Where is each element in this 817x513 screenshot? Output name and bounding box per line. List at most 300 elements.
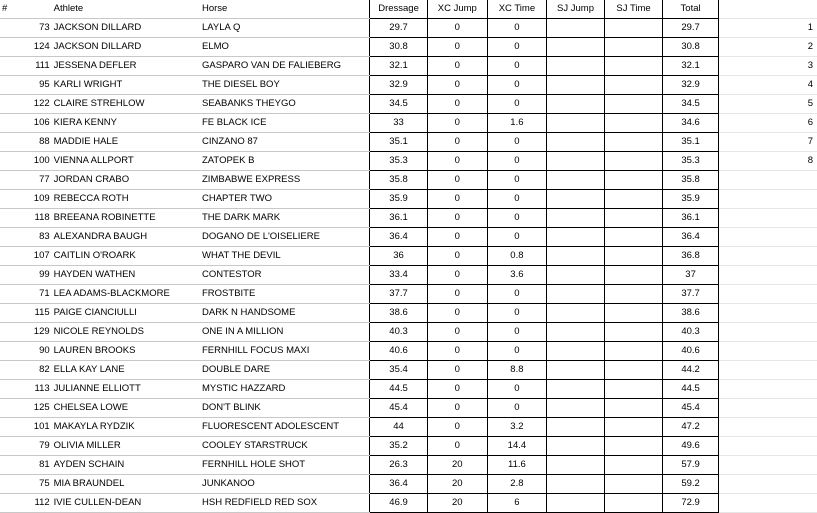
cell-dressage[interactable]: 35.4 bbox=[370, 361, 428, 380]
cell-spacer[interactable] bbox=[719, 380, 769, 399]
cell-xc-jump[interactable]: 0 bbox=[427, 361, 487, 380]
cell-dressage[interactable]: 26.3 bbox=[370, 456, 428, 475]
cell-athlete[interactable]: ALEXANDRA BAUGH bbox=[52, 228, 200, 247]
cell-sj-jump[interactable] bbox=[547, 171, 605, 190]
cell-athlete[interactable]: NICOLE REYNOLDS bbox=[52, 323, 200, 342]
cell-xc-time[interactable]: 6 bbox=[487, 494, 546, 513]
cell-dressage[interactable]: 46.9 bbox=[370, 494, 428, 513]
cell-dressage[interactable]: 35.2 bbox=[370, 437, 428, 456]
header-athlete[interactable]: Athlete bbox=[52, 0, 200, 19]
cell-horse[interactable]: DOUBLE DARE bbox=[200, 361, 370, 380]
cell-spacer[interactable] bbox=[719, 437, 769, 456]
cell-total[interactable]: 36.4 bbox=[663, 228, 719, 247]
cell-sj-time[interactable] bbox=[604, 19, 662, 38]
header-total[interactable]: Total bbox=[663, 0, 719, 19]
header-dressage[interactable]: Dressage bbox=[370, 0, 428, 19]
cell-sj-time[interactable] bbox=[604, 380, 662, 399]
table-row bbox=[0, 418, 817, 437]
cell-total[interactable]: 35.1 bbox=[663, 133, 719, 152]
cell-sj-time[interactable] bbox=[604, 171, 662, 190]
cell-sj-jump[interactable] bbox=[547, 190, 605, 209]
cell-sj-time[interactable] bbox=[604, 418, 662, 437]
cell-sj-time[interactable] bbox=[604, 190, 662, 209]
cell-xc-time[interactable]: 0 bbox=[487, 285, 546, 304]
cell-athlete[interactable]: MIA BRAUNDEL bbox=[52, 475, 200, 494]
cell-dressage[interactable]: 33.4 bbox=[370, 266, 428, 285]
cell-xc-time[interactable]: 0 bbox=[487, 342, 546, 361]
cell-place[interactable] bbox=[768, 342, 817, 361]
cell-total[interactable]: 35.9 bbox=[663, 190, 719, 209]
cell-sj-time[interactable] bbox=[604, 399, 662, 418]
cell-spacer[interactable] bbox=[719, 209, 769, 228]
cell-spacer[interactable] bbox=[719, 399, 769, 418]
cell-spacer[interactable] bbox=[719, 304, 769, 323]
cell-sj-time[interactable] bbox=[604, 228, 662, 247]
cell-xc-time[interactable]: 0 bbox=[487, 133, 546, 152]
cell-num[interactable]: 77 bbox=[0, 171, 52, 190]
cell-spacer[interactable] bbox=[719, 342, 769, 361]
cell-num[interactable]: 75 bbox=[0, 475, 52, 494]
cell-place[interactable] bbox=[768, 418, 817, 437]
cell-horse[interactable]: DON'T BLINK bbox=[200, 399, 370, 418]
cell-xc-jump[interactable]: 0 bbox=[427, 57, 487, 76]
cell-total[interactable]: 30.8 bbox=[663, 38, 719, 57]
cell-xc-time[interactable]: 14.4 bbox=[487, 437, 546, 456]
cell-place[interactable]: 3 bbox=[768, 57, 817, 76]
cell-sj-time[interactable] bbox=[604, 38, 662, 57]
cell-horse[interactable]: HSH REDFIELD RED SOX bbox=[200, 494, 370, 513]
cell-num[interactable]: 81 bbox=[0, 456, 52, 475]
cell-num[interactable]: 88 bbox=[0, 133, 52, 152]
cell-dressage[interactable]: 36 bbox=[370, 247, 428, 266]
cell-sj-jump[interactable] bbox=[547, 19, 605, 38]
cell-place[interactable] bbox=[768, 380, 817, 399]
cell-athlete[interactable]: MADDIE HALE bbox=[52, 133, 200, 152]
cell-horse[interactable]: THE DIESEL BOY bbox=[200, 76, 370, 95]
cell-horse[interactable]: FROSTBITE bbox=[200, 285, 370, 304]
cell-xc-jump[interactable]: 0 bbox=[427, 418, 487, 437]
cell-sj-jump[interactable] bbox=[547, 95, 605, 114]
cell-xc-time[interactable]: 0 bbox=[487, 228, 546, 247]
cell-xc-jump[interactable]: 0 bbox=[427, 38, 487, 57]
cell-dressage[interactable]: 36.4 bbox=[370, 228, 428, 247]
cell-num[interactable]: 90 bbox=[0, 342, 52, 361]
cell-total[interactable]: 34.6 bbox=[663, 114, 719, 133]
cell-horse[interactable]: FERNHILL HOLE SHOT bbox=[200, 456, 370, 475]
cell-place[interactable]: 6 bbox=[768, 114, 817, 133]
cell-athlete[interactable]: REBECCA ROTH bbox=[52, 190, 200, 209]
cell-horse[interactable]: FERNHILL FOCUS MAXI bbox=[200, 342, 370, 361]
cell-place[interactable] bbox=[768, 494, 817, 513]
cell-dressage[interactable]: 38.6 bbox=[370, 304, 428, 323]
cell-sj-jump[interactable] bbox=[547, 152, 605, 171]
cell-place[interactable]: 1 bbox=[768, 19, 817, 38]
cell-total[interactable]: 35.3 bbox=[663, 152, 719, 171]
cell-xc-jump[interactable]: 0 bbox=[427, 209, 487, 228]
cell-sj-jump[interactable] bbox=[547, 342, 605, 361]
cell-total[interactable]: 59.2 bbox=[663, 475, 719, 494]
cell-sj-time[interactable] bbox=[604, 456, 662, 475]
cell-athlete[interactable]: JACKSON DILLARD bbox=[52, 38, 200, 57]
cell-spacer[interactable] bbox=[719, 190, 769, 209]
cell-xc-jump[interactable]: 0 bbox=[427, 171, 487, 190]
cell-dressage[interactable]: 35.3 bbox=[370, 152, 428, 171]
cell-num[interactable]: 109 bbox=[0, 190, 52, 209]
cell-place[interactable] bbox=[768, 361, 817, 380]
cell-athlete[interactable]: JORDAN CRABO bbox=[52, 171, 200, 190]
cell-sj-jump[interactable] bbox=[547, 380, 605, 399]
cell-place[interactable] bbox=[768, 323, 817, 342]
cell-total[interactable]: 49.6 bbox=[663, 437, 719, 456]
table-row bbox=[0, 19, 817, 38]
cell-horse[interactable]: THE DARK MARK bbox=[200, 209, 370, 228]
cell-total[interactable]: 44.5 bbox=[663, 380, 719, 399]
cell-sj-jump[interactable] bbox=[547, 247, 605, 266]
cell-sj-time[interactable] bbox=[604, 209, 662, 228]
cell-spacer[interactable] bbox=[719, 228, 769, 247]
cell-xc-time[interactable]: 0 bbox=[487, 152, 546, 171]
cell-spacer[interactable] bbox=[719, 171, 769, 190]
cell-xc-jump[interactable]: 0 bbox=[427, 133, 487, 152]
cell-spacer[interactable] bbox=[719, 456, 769, 475]
cell-sj-time[interactable] bbox=[604, 76, 662, 95]
cell-xc-jump[interactable]: 0 bbox=[427, 190, 487, 209]
cell-total[interactable]: 29.7 bbox=[663, 19, 719, 38]
cell-num[interactable]: 100 bbox=[0, 152, 52, 171]
header-xc-jump[interactable]: XC Jump bbox=[427, 0, 487, 19]
cell-dressage[interactable]: 45.4 bbox=[370, 399, 428, 418]
cell-spacer[interactable] bbox=[719, 76, 769, 95]
cell-sj-jump[interactable] bbox=[547, 494, 605, 513]
cell-dressage[interactable]: 29.7 bbox=[370, 19, 428, 38]
cell-athlete[interactable]: OLIVIA MILLER bbox=[52, 437, 200, 456]
cell-num[interactable]: 112 bbox=[0, 494, 52, 513]
cell-sj-jump[interactable] bbox=[547, 437, 605, 456]
cell-dressage[interactable]: 40.6 bbox=[370, 342, 428, 361]
cell-sj-jump[interactable] bbox=[547, 456, 605, 475]
header-place[interactable] bbox=[768, 0, 817, 19]
cell-horse[interactable]: LAYLA Q bbox=[200, 19, 370, 38]
cell-xc-time[interactable]: 0 bbox=[487, 380, 546, 399]
cell-horse[interactable]: CONTESTOR bbox=[200, 266, 370, 285]
cell-sj-time[interactable] bbox=[604, 247, 662, 266]
cell-num[interactable]: 83 bbox=[0, 228, 52, 247]
cell-athlete[interactable]: ELLA KAY LANE bbox=[52, 361, 200, 380]
cell-place[interactable]: 7 bbox=[768, 133, 817, 152]
cell-athlete[interactable]: KIERA KENNY bbox=[52, 114, 200, 133]
cell-spacer[interactable] bbox=[719, 418, 769, 437]
cell-horse[interactable]: CHAPTER TWO bbox=[200, 190, 370, 209]
cell-total[interactable]: 45.4 bbox=[663, 399, 719, 418]
cell-sj-time[interactable] bbox=[604, 266, 662, 285]
cell-spacer[interactable] bbox=[719, 494, 769, 513]
cell-xc-jump[interactable]: 0 bbox=[427, 380, 487, 399]
cell-xc-jump[interactable]: 20 bbox=[427, 475, 487, 494]
cell-athlete[interactable]: CLAIRE STREHLOW bbox=[52, 95, 200, 114]
cell-place[interactable] bbox=[768, 228, 817, 247]
cell-athlete[interactable]: CAITLIN O'ROARK bbox=[52, 247, 200, 266]
cell-total[interactable]: 38.6 bbox=[663, 304, 719, 323]
cell-num[interactable]: 125 bbox=[0, 399, 52, 418]
header-horse[interactable]: Horse bbox=[200, 0, 370, 19]
cell-place[interactable] bbox=[768, 247, 817, 266]
cell-place[interactable]: 5 bbox=[768, 95, 817, 114]
cell-num[interactable]: 124 bbox=[0, 38, 52, 57]
cell-place[interactable]: 2 bbox=[768, 38, 817, 57]
cell-sj-time[interactable] bbox=[604, 437, 662, 456]
cell-sj-time[interactable] bbox=[604, 133, 662, 152]
cell-xc-jump[interactable]: 0 bbox=[427, 304, 487, 323]
cell-horse[interactable]: WHAT THE DEVIL bbox=[200, 247, 370, 266]
cell-athlete[interactable]: LEA ADAMS-BLACKMORE bbox=[52, 285, 200, 304]
cell-xc-jump[interactable]: 20 bbox=[427, 456, 487, 475]
cell-num[interactable]: 82 bbox=[0, 361, 52, 380]
cell-dressage[interactable]: 35.8 bbox=[370, 171, 428, 190]
cell-athlete[interactable]: BREEANA ROBINETTE bbox=[52, 209, 200, 228]
cell-dressage[interactable]: 35.9 bbox=[370, 190, 428, 209]
cell-sj-jump[interactable] bbox=[547, 38, 605, 57]
cell-horse[interactable]: ZATOPEK B bbox=[200, 152, 370, 171]
cell-num[interactable]: 71 bbox=[0, 285, 52, 304]
cell-num[interactable]: 115 bbox=[0, 304, 52, 323]
cell-xc-jump[interactable]: 0 bbox=[427, 76, 487, 95]
cell-total[interactable]: 47.2 bbox=[663, 418, 719, 437]
cell-num[interactable]: 99 bbox=[0, 266, 52, 285]
cell-dressage[interactable]: 44.5 bbox=[370, 380, 428, 399]
cell-sj-jump[interactable] bbox=[547, 209, 605, 228]
cell-total[interactable]: 36.8 bbox=[663, 247, 719, 266]
cell-num[interactable]: 118 bbox=[0, 209, 52, 228]
cell-sj-time[interactable] bbox=[604, 304, 662, 323]
cell-horse[interactable]: FE BLACK ICE bbox=[200, 114, 370, 133]
cell-xc-time[interactable]: 8.8 bbox=[487, 361, 546, 380]
cell-sj-jump[interactable] bbox=[547, 57, 605, 76]
cell-sj-jump[interactable] bbox=[547, 133, 605, 152]
cell-total[interactable]: 32.1 bbox=[663, 57, 719, 76]
cell-dressage[interactable]: 34.5 bbox=[370, 95, 428, 114]
cell-sj-jump[interactable] bbox=[547, 76, 605, 95]
cell-spacer[interactable] bbox=[719, 285, 769, 304]
cell-xc-jump[interactable]: 0 bbox=[427, 247, 487, 266]
cell-athlete[interactable]: LAUREN BROOKS bbox=[52, 342, 200, 361]
cell-xc-jump[interactable]: 0 bbox=[427, 19, 487, 38]
cell-spacer[interactable] bbox=[719, 247, 769, 266]
cell-dressage[interactable]: 37.7 bbox=[370, 285, 428, 304]
cell-xc-time[interactable]: 3.6 bbox=[487, 266, 546, 285]
header-num[interactable]: # bbox=[0, 0, 52, 19]
cell-spacer[interactable] bbox=[719, 57, 769, 76]
cell-horse[interactable]: SEABANKS THEYGO bbox=[200, 95, 370, 114]
cell-total[interactable]: 35.8 bbox=[663, 171, 719, 190]
cell-total[interactable]: 36.1 bbox=[663, 209, 719, 228]
cell-athlete[interactable]: JULIANNE ELLIOTT bbox=[52, 380, 200, 399]
cell-sj-jump[interactable] bbox=[547, 304, 605, 323]
cell-total[interactable]: 37 bbox=[663, 266, 719, 285]
cell-xc-jump[interactable]: 0 bbox=[427, 323, 487, 342]
cell-horse[interactable]: FLUORESCENT ADOLESCENT bbox=[200, 418, 370, 437]
cell-sj-jump[interactable] bbox=[547, 361, 605, 380]
cell-spacer[interactable] bbox=[719, 266, 769, 285]
cell-xc-time[interactable]: 1.6 bbox=[487, 114, 546, 133]
cell-dressage[interactable]: 35.1 bbox=[370, 133, 428, 152]
cell-spacer[interactable] bbox=[719, 95, 769, 114]
cell-sj-time[interactable] bbox=[604, 494, 662, 513]
cell-sj-jump[interactable] bbox=[547, 114, 605, 133]
cell-spacer[interactable] bbox=[719, 361, 769, 380]
cell-num[interactable]: 73 bbox=[0, 19, 52, 38]
cell-horse[interactable]: CINZANO 87 bbox=[200, 133, 370, 152]
cell-dressage[interactable]: 30.8 bbox=[370, 38, 428, 57]
cell-sj-time[interactable] bbox=[604, 342, 662, 361]
table-row bbox=[0, 152, 817, 171]
cell-place[interactable] bbox=[768, 171, 817, 190]
cell-xc-time[interactable]: 2.8 bbox=[487, 475, 546, 494]
cell-athlete[interactable]: IVIE CULLEN-DEAN bbox=[52, 494, 200, 513]
cell-xc-time[interactable]: 0 bbox=[487, 38, 546, 57]
cell-num[interactable]: 129 bbox=[0, 323, 52, 342]
cell-spacer[interactable] bbox=[719, 38, 769, 57]
cell-num[interactable]: 95 bbox=[0, 76, 52, 95]
cell-sj-jump[interactable] bbox=[547, 399, 605, 418]
cell-sj-jump[interactable] bbox=[547, 323, 605, 342]
header-spacer[interactable] bbox=[719, 0, 769, 19]
cell-xc-jump[interactable]: 20 bbox=[427, 494, 487, 513]
cell-place[interactable] bbox=[768, 209, 817, 228]
cell-sj-time[interactable] bbox=[604, 95, 662, 114]
cell-horse[interactable]: JUNKANOO bbox=[200, 475, 370, 494]
header-sj-time[interactable]: SJ Time bbox=[604, 0, 662, 19]
cell-spacer[interactable] bbox=[719, 152, 769, 171]
cell-sj-time[interactable] bbox=[604, 114, 662, 133]
cell-athlete[interactable]: CHELSEA LOWE bbox=[52, 399, 200, 418]
cell-place[interactable] bbox=[768, 190, 817, 209]
cell-horse[interactable]: DARK N HANDSOME bbox=[200, 304, 370, 323]
cell-place[interactable] bbox=[768, 266, 817, 285]
cell-athlete[interactable]: JACKSON DILLARD bbox=[52, 19, 200, 38]
cell-xc-jump[interactable]: 0 bbox=[427, 285, 487, 304]
cell-athlete[interactable]: VIENNA ALLPORT bbox=[52, 152, 200, 171]
cell-xc-time[interactable]: 0 bbox=[487, 57, 546, 76]
cell-xc-time[interactable]: 11.6 bbox=[487, 456, 546, 475]
cell-place[interactable]: 8 bbox=[768, 152, 817, 171]
cell-sj-time[interactable] bbox=[604, 285, 662, 304]
cell-xc-time[interactable]: 0 bbox=[487, 304, 546, 323]
cell-spacer[interactable] bbox=[719, 133, 769, 152]
cell-athlete[interactable]: JESSENA DEFLER bbox=[52, 57, 200, 76]
cell-total[interactable]: 72.9 bbox=[663, 494, 719, 513]
cell-num[interactable]: 107 bbox=[0, 247, 52, 266]
cell-xc-time[interactable]: 0.8 bbox=[487, 247, 546, 266]
cell-xc-jump[interactable]: 0 bbox=[427, 437, 487, 456]
cell-sj-jump[interactable] bbox=[547, 266, 605, 285]
cell-xc-time[interactable]: 3.2 bbox=[487, 418, 546, 437]
cell-xc-time[interactable]: 0 bbox=[487, 95, 546, 114]
cell-dressage[interactable]: 32.9 bbox=[370, 76, 428, 95]
cell-xc-jump[interactable]: 0 bbox=[427, 399, 487, 418]
cell-xc-jump[interactable]: 0 bbox=[427, 266, 487, 285]
cell-sj-jump[interactable] bbox=[547, 418, 605, 437]
cell-num[interactable]: 111 bbox=[0, 57, 52, 76]
cell-sj-time[interactable] bbox=[604, 475, 662, 494]
cell-total[interactable]: 44.2 bbox=[663, 361, 719, 380]
cell-xc-jump[interactable]: 0 bbox=[427, 114, 487, 133]
cell-xc-jump[interactable]: 0 bbox=[427, 228, 487, 247]
cell-xc-time[interactable]: 0 bbox=[487, 209, 546, 228]
cell-total[interactable]: 32.9 bbox=[663, 76, 719, 95]
cell-total[interactable]: 34.5 bbox=[663, 95, 719, 114]
cell-dressage[interactable]: 33 bbox=[370, 114, 428, 133]
cell-total[interactable]: 40.3 bbox=[663, 323, 719, 342]
cell-horse[interactable]: COOLEY STARSTRUCK bbox=[200, 437, 370, 456]
header-xc-time[interactable]: XC Time bbox=[487, 0, 546, 19]
cell-spacer[interactable] bbox=[719, 323, 769, 342]
cell-xc-time[interactable]: 0 bbox=[487, 323, 546, 342]
cell-total[interactable]: 57.9 bbox=[663, 456, 719, 475]
cell-xc-time[interactable]: 0 bbox=[487, 19, 546, 38]
cell-dressage[interactable]: 32.1 bbox=[370, 57, 428, 76]
cell-xc-jump[interactable]: 0 bbox=[427, 95, 487, 114]
cell-xc-jump[interactable]: 0 bbox=[427, 152, 487, 171]
cell-place[interactable] bbox=[768, 456, 817, 475]
cell-dressage[interactable]: 40.3 bbox=[370, 323, 428, 342]
cell-spacer[interactable] bbox=[719, 475, 769, 494]
cell-sj-time[interactable] bbox=[604, 57, 662, 76]
cell-athlete[interactable]: MAKAYLA RYDZIK bbox=[52, 418, 200, 437]
cell-place[interactable] bbox=[768, 437, 817, 456]
header-sj-jump[interactable]: SJ Jump bbox=[547, 0, 605, 19]
cell-sj-time[interactable] bbox=[604, 152, 662, 171]
cell-xc-jump[interactable]: 0 bbox=[427, 342, 487, 361]
cell-spacer[interactable] bbox=[719, 114, 769, 133]
cell-sj-jump[interactable] bbox=[547, 475, 605, 494]
cell-sj-jump[interactable] bbox=[547, 228, 605, 247]
cell-xc-time[interactable]: 0 bbox=[487, 190, 546, 209]
cell-place[interactable] bbox=[768, 304, 817, 323]
cell-dressage[interactable]: 36.1 bbox=[370, 209, 428, 228]
cell-sj-time[interactable] bbox=[604, 361, 662, 380]
cell-total[interactable]: 40.6 bbox=[663, 342, 719, 361]
cell-sj-time[interactable] bbox=[604, 323, 662, 342]
cell-horse[interactable]: DOGANO DE L'OISELIERE bbox=[200, 228, 370, 247]
cell-xc-time[interactable]: 0 bbox=[487, 399, 546, 418]
cell-xc-time[interactable]: 0 bbox=[487, 76, 546, 95]
cell-dressage[interactable]: 36.4 bbox=[370, 475, 428, 494]
cell-athlete[interactable]: PAIGE CIANCIULLI bbox=[52, 304, 200, 323]
cell-place[interactable] bbox=[768, 399, 817, 418]
cell-num[interactable]: 101 bbox=[0, 418, 52, 437]
cell-place[interactable]: 4 bbox=[768, 76, 817, 95]
cell-horse[interactable]: MYSTIC HAZZARD bbox=[200, 380, 370, 399]
cell-num[interactable]: 79 bbox=[0, 437, 52, 456]
cell-place[interactable] bbox=[768, 475, 817, 494]
cell-place[interactable] bbox=[768, 285, 817, 304]
cell-athlete[interactable]: HAYDEN WATHEN bbox=[52, 266, 200, 285]
cell-sj-jump[interactable] bbox=[547, 285, 605, 304]
cell-xc-time[interactable]: 0 bbox=[487, 171, 546, 190]
cell-spacer[interactable] bbox=[719, 19, 769, 38]
cell-horse[interactable]: ELMO bbox=[200, 38, 370, 57]
cell-horse[interactable]: ZIMBABWE EXPRESS bbox=[200, 171, 370, 190]
cell-athlete[interactable]: AYDEN SCHAIN bbox=[52, 456, 200, 475]
cell-athlete[interactable]: KARLI WRIGHT bbox=[52, 76, 200, 95]
cell-num[interactable]: 106 bbox=[0, 114, 52, 133]
cell-num[interactable]: 122 bbox=[0, 95, 52, 114]
cell-dressage[interactable]: 44 bbox=[370, 418, 428, 437]
cell-num[interactable]: 113 bbox=[0, 380, 52, 399]
cell-horse[interactable]: GASPARO VAN DE FALIEBERG bbox=[200, 57, 370, 76]
cell-horse[interactable]: ONE IN A MILLION bbox=[200, 323, 370, 342]
cell-total[interactable]: 37.7 bbox=[663, 285, 719, 304]
